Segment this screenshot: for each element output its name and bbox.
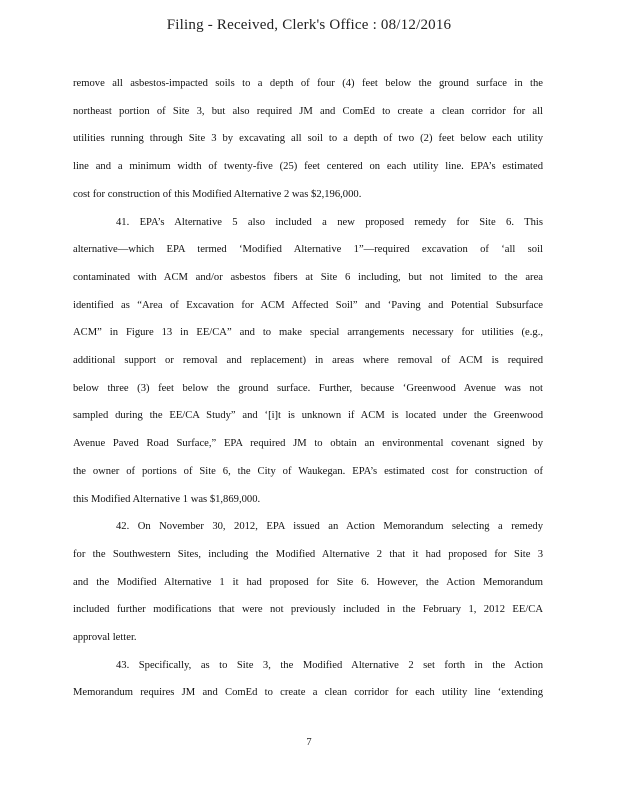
text-line: alternative—which EPA termed ‘Modified Alternative 1”—required excavation of ‘all soil bbox=[73, 244, 543, 256]
text-line: identified as “Area of Excavation for ACM Affected Soil” and ‘Paving and Potential Subsurface bbox=[73, 299, 543, 311]
text-line: 42. On November 30, 2012, EPA issued an Action Memorandum selecting a remedy bbox=[116, 521, 543, 533]
text-line: additional support or removal and replacement) in areas where removal of ACM is required bbox=[73, 355, 543, 367]
text-line: this Modified Alternative 1 was $1,869,000. bbox=[73, 493, 261, 505]
text-line: 43. Specifically, as to Site 3, the Modified Alternative 2 set forth in the Action bbox=[116, 659, 543, 671]
text-line: Memorandum requires JM and ComEd to create a clean corridor for each utility line ‘extending bbox=[73, 687, 543, 699]
text-line: Avenue Paved Road Surface,” EPA required JM to obtain an environmental covenant signed by bbox=[73, 438, 543, 450]
text-line: for the Southwestern Sites, including the Modified Alternative 2 that it had proposed for Site 3 bbox=[73, 548, 543, 560]
text-line: included further modifications that were not previously included in the February 1, 2012 EE/CA bbox=[73, 604, 543, 616]
text-line: the owner of portions of Site 6, the City of Waukegan. EPA’s estimated cost for construction of bbox=[73, 465, 543, 477]
paragraph-42 bbox=[73, 513, 543, 652]
text-line: 41. EPA’s Alternative 5 also included a new proposed remedy for Site 6. This bbox=[116, 216, 543, 228]
text-line: northeast portion of Site 3, but also required JM and ComEd to create a clean corridor for all bbox=[73, 105, 543, 117]
text-line: and the Modified Alternative 1 it had proposed for Site 6. However, the Action Memorandum bbox=[73, 576, 543, 588]
page-number: 7 bbox=[306, 737, 312, 748]
text-line: contaminated with ACM and/or asbestos fibers at Site 6 including, but not limited to the area bbox=[73, 271, 543, 283]
text-line: approval letter. bbox=[73, 632, 137, 644]
paragraph-43 bbox=[73, 652, 543, 707]
text-line: cost for construction of this Modified Alternative 2 was $2,196,000. bbox=[73, 188, 362, 200]
text-line: utilities running through Site 3 by excavating all soil to a depth of two (2) feet below each utility bbox=[73, 133, 543, 145]
text-line: below three (3) feet below the ground surface. Further, because ‘Greenwood Avenue was not bbox=[73, 382, 543, 394]
text-line: ACM” in Figure 13 in EE/CA” and to make special arrangements necessary for utilities (e.g., bbox=[73, 327, 543, 339]
paragraph-41 bbox=[73, 209, 543, 514]
text-line: sampled during the EE/CA Study” and ‘[i]t is unknown if ACM is located under the Greenwood bbox=[73, 410, 543, 422]
text-line: remove all asbestos-impacted soils to a depth of four (4) feet below the ground surface in the bbox=[73, 78, 543, 89]
filing-stamp-header: Filing - Received, Clerk's Office : 08/12/2016 bbox=[166, 17, 452, 33]
paragraph-continuation bbox=[73, 70, 543, 209]
text-line: line and a minimum width of twenty-five (25) feet centered on each utility line. EPA’s estimated bbox=[73, 161, 543, 173]
document-body bbox=[73, 70, 543, 707]
